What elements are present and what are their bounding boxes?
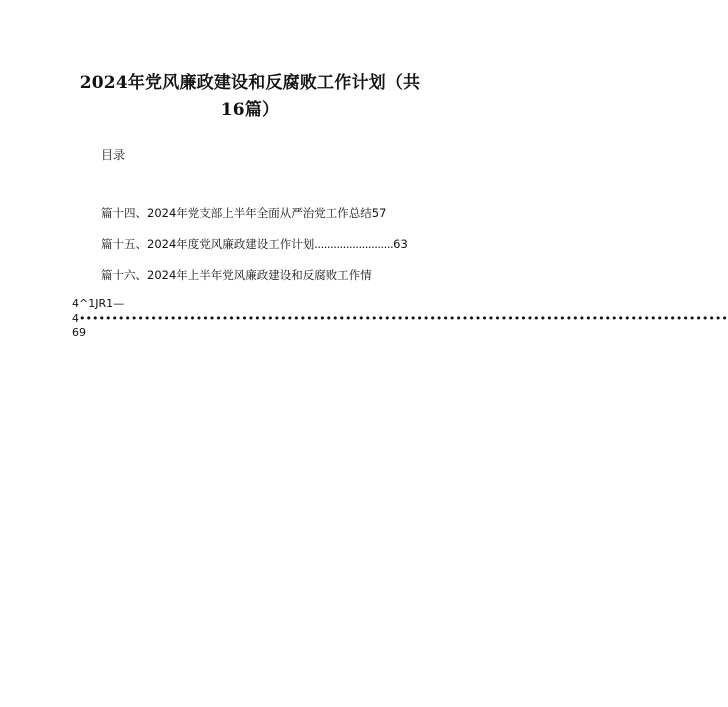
broken-field-line-2 [72,312,728,325]
document-title [60,70,440,124]
toc-entry-text: 篇十六、2024年上半年党风廉政建设和反腐败工作情 [101,268,372,282]
toc-entry-leader-dots: ......................... [314,237,394,251]
toc-entry-text: 篇十五、2024年度党风廉政建设工作计划 [101,237,315,251]
toc-entry-page: 57 [371,206,387,220]
toc-entry-15[interactable] [101,236,408,252]
broken-field-line-3: 69 [72,326,86,339]
fragment-prefix: 4 [72,312,79,325]
leader-dots: •••••••••••••••••••••••••••••••••••••••••••••••••••••••••••••••••••••••••••••••••••••••••••••••••••• [79,312,728,325]
toc-entry-16[interactable] [101,267,372,283]
title-line-2: 16篇） [220,100,280,120]
broken-field-line-1: 4^1JR1— [72,297,125,310]
toc-entry-text: 篇十四、2024年党支部上半年全面从严治党工作总结 [101,206,372,220]
toc-heading: 目录 [101,148,126,162]
title-line-1: 2024年党风廉政建设和反腐败工作计划（共 [79,73,421,93]
toc-entry-14[interactable] [101,205,386,221]
toc-entry-page: 63 [393,237,408,251]
